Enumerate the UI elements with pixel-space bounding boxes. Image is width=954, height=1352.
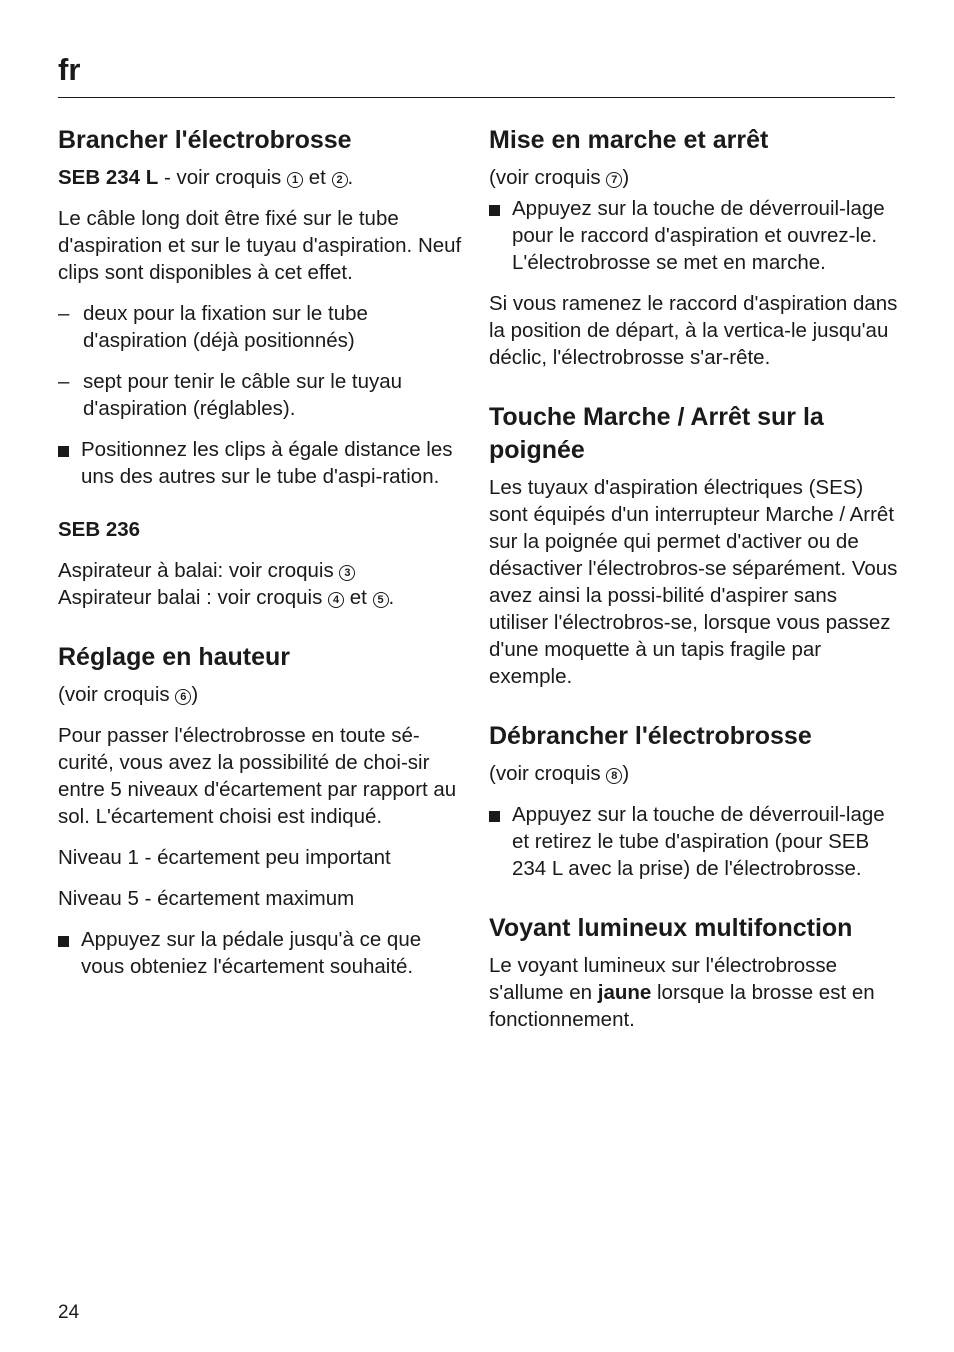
- sketch-line-text: Aspirateur à balai: voir croquis: [58, 559, 340, 582]
- sketch-number: 7: [606, 172, 622, 188]
- bullet-item: [58, 926, 468, 980]
- header-rule: [58, 97, 895, 98]
- sketch-reference: [58, 681, 468, 708]
- period: .: [388, 586, 395, 609]
- section-title-brancher: Brancher l'électrobrosse: [58, 126, 352, 154]
- reference-text: ): [622, 762, 630, 785]
- list-item-text: deux pour la fixation sur le tube d'aspiration (déjà positionnés): [83, 302, 368, 352]
- square-bullet-icon: [489, 811, 500, 822]
- list-item-text: sept pour tenir le câble sur le tuyau d'aspiration (réglables).: [83, 370, 403, 420]
- section-title-touche: Touche Marche / Arrêt sur la poignée: [489, 403, 824, 464]
- square-bullet-icon: [489, 205, 500, 216]
- model-reference: [58, 164, 468, 191]
- paragraph-text: Le voyant lumineux sur l'électrobrosse s'allume en: [489, 954, 838, 1004]
- paragraph: Niveau 1 - écartement peu important: [58, 846, 391, 869]
- paragraph: Niveau 5 - écartement maximum: [58, 887, 355, 910]
- bullet-text: Appuyez sur la touche de déverrouil-lage pour le raccord d'aspiration et ouvrez-le. L'électrobrosse se met en marche.: [512, 197, 885, 274]
- reference-text: ): [191, 683, 199, 706]
- dash-marker: –: [58, 370, 70, 393]
- reference-text: - voir croquis: [158, 166, 288, 189]
- emphasis-text: jaune: [597, 981, 652, 1004]
- sketch-number: 3: [339, 565, 355, 581]
- paragraph: Le câble long doit être fixé sur le tube d'aspiration et sur le tuyau d'aspiration. Neuf clips sont disponibles à cet effet.: [58, 207, 462, 284]
- section-title-reglage: Réglage en hauteur: [58, 643, 290, 671]
- paragraph-text: lorsque la brosse est en fonctionnement.: [489, 981, 875, 1031]
- language-code: fr: [58, 52, 81, 87]
- reference-text: (voir croquis: [489, 762, 607, 785]
- reference-text: (voir croquis: [489, 166, 607, 189]
- conjunction: et: [344, 586, 373, 609]
- section-title-voyant: Voyant lumineux multifonction: [489, 914, 853, 942]
- bullet-item: [489, 801, 899, 882]
- square-bullet-icon: [58, 446, 69, 457]
- bullet-item: [58, 436, 468, 490]
- dash-list-item: [58, 300, 468, 354]
- sketch-reference: [489, 164, 899, 191]
- conjunction: et: [303, 166, 332, 189]
- reference-text: (voir croquis: [58, 683, 176, 706]
- bullet-text: Appuyez sur la touche de déverrouil-lage et retirez le tube d'aspiration (pour SEB 234 L avec la prise) de l'électrobrosse.: [512, 803, 885, 880]
- period: .: [347, 166, 354, 189]
- page-number: 24: [58, 1302, 80, 1323]
- dash-marker: –: [58, 302, 70, 325]
- bullet-text: Positionnez les clips à égale distance les uns des autres sur le tube d'aspi-ration.: [81, 438, 453, 488]
- paragraph: [489, 952, 899, 1033]
- subsection-title-seb236: SEB 236: [58, 518, 141, 541]
- left-column: [58, 124, 468, 994]
- sketch-number: 6: [175, 689, 191, 705]
- square-bullet-icon: [58, 936, 69, 947]
- sketch-reference: [489, 760, 899, 787]
- bullet-text: Appuyez sur la pédale jusqu'à ce que vous obteniez l'écartement souhaité.: [81, 928, 422, 978]
- dash-list-item: [58, 368, 468, 422]
- paragraph: Si vous ramenez le raccord d'aspiration dans la position de départ, à la vertica-le jusqu'au déclic, l'électrobrosse s'ar-rête.: [489, 292, 898, 369]
- sketch-number: 4: [328, 592, 344, 608]
- reference-text: ): [622, 166, 630, 189]
- sketch-number: 2: [332, 172, 348, 188]
- model-sketch-lines: [58, 557, 468, 611]
- sketch-number: 1: [287, 172, 303, 188]
- sketch-number: 5: [373, 592, 389, 608]
- paragraph: Les tuyaux d'aspiration électriques (SES) sont équipés d'un interrupteur Marche / Arrêt sur la poignée qui permet d'activer ou de désactiver l'électrobros-se séparément. Vous avez ainsi la possi-bilité d'aspirer sans utiliser l'électrobros-se, lorsque vous passez d'une moquette à un tapis fragile par exemple.: [489, 476, 898, 688]
- right-column: [489, 124, 899, 1047]
- model-name: SEB 234 L: [58, 166, 159, 189]
- paragraph: Pour passer l'électrobrosse en toute sé-curité, vous avez la possibilité de choi-sir entre 5 niveaux d'écartement par rapport au sol. L'écartement choisi est indiqué.: [58, 724, 457, 828]
- section-title-mise-en-marche: Mise en marche et arrêt: [489, 126, 769, 154]
- sketch-line-text: Aspirateur balai : voir croquis: [58, 586, 329, 609]
- sketch-number: 8: [606, 768, 622, 784]
- bullet-item: [489, 195, 899, 276]
- section-title-debrancher: Débrancher l'électrobrosse: [489, 722, 812, 750]
